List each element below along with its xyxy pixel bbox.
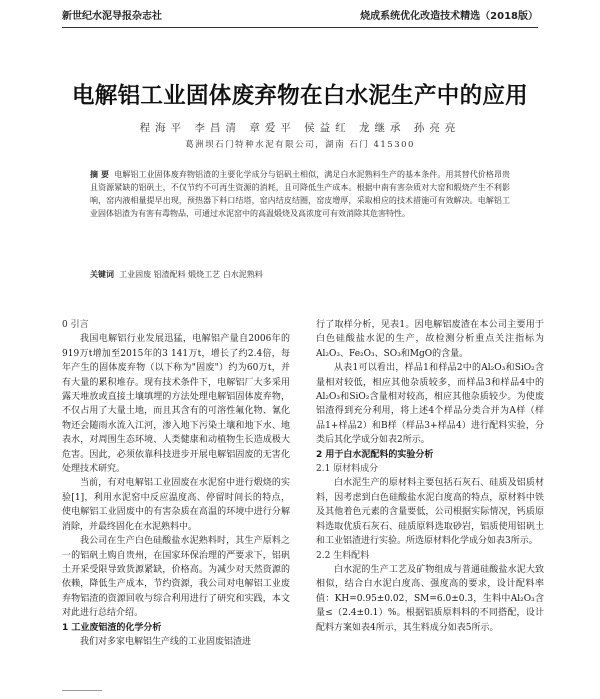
paper-title: 电解铝工业固体废弃物在白水泥生产中的应用: [71, 83, 528, 109]
publisher-name: 新世纪水泥导报杂志社: [62, 10, 162, 22]
author-affiliation: 葛洲坝石门特种水泥有限公司，湖南 石门 415300: [185, 140, 415, 150]
keywords-label: 关键词: [90, 270, 114, 279]
intro-paragraph-2: 当前，有对电解铝工业固废在水泥窑中进行煅烧的实验[1]，利用水泥窑中反应温度高、停留时间长的特点，使电解铝工业固废中的有害杂质在高温的环境中进行分解消除，并最终固化在水泥熟料中。: [62, 478, 290, 532]
running-header: [62, 6, 538, 22]
header-rule: [62, 27, 538, 28]
section-2-heading: 2 用于白水泥配料的实验分析: [316, 449, 434, 460]
keywords-block: [90, 268, 510, 281]
section-1-continued: 行了取样分析，见表1。因电解铝废渣在本公司主要用于白色硅酸盐水泥的生产，故检测分析重点关注指标为Al₂O₃、Fe₂O₃、SO₃和MgO的含量。: [316, 320, 544, 359]
section-1-heading: 1 工业废铝渣的化学分析: [62, 622, 162, 633]
subsection-2-1-paragraph: 白水泥生产的原材料主要包括石灰石、硅质及铝质材料，因考虑到白色硅酸盐水泥白度高的特点，原材料中铁及其他着色元素的含量要低，公司根据实际情况，钙质原料选取优质石灰石、硅质原料选取砂岩，铝质使用铝矾土和工业铝渣进行实验。所选原材料化学成分如表3所示。: [316, 478, 544, 547]
subsection-2-2-heading: 2.2 生料配料: [316, 550, 370, 561]
left-column: [62, 318, 290, 649]
page-bottom-mark: [62, 690, 102, 695]
subsection-2-2-paragraph: 白水泥的生产工艺及矿物组成与普通硅酸盐水泥大致相似，结合白水泥白度高、强度高的要求，设计配料率值：KH=0.95±0.02，SM=6.0±0.3，生料中Al₂O₃含量≤（2.4±0.1）%。根据铝质原料料的不同搭配，设计配料方案如表4所示，其生料成分如表5所示。: [316, 564, 544, 633]
intro-paragraph-1: 我国电解铝行业发展迅猛，电解铝产量自2006年的919万t增加至2015年的3 141万t，增长了约2.4倍，每年产生的固体废弃物（以下称为"固废"）约为60万t，并有大量的累积堆存。现有技术条件下，电解铝厂大多采用露天堆放或直接土壤填埋的方法处理电解铝固体废弃物，不仅占用了大量土地，而且其含有的可溶性氟化物、氰化物还会随雨水流入江河，渗入地下污染土壤和地下水、地表水，对周围生态环境、人类健康和动植物生长造成极大危害。因此，必须依靠科技进步开展电解铝固废的无害化处理技术研究。: [62, 334, 290, 475]
intro-heading: 0 引言: [62, 320, 89, 330]
section-1-paragraph: 我们对多家电解铝生产线的工业固废铝渣进: [80, 636, 252, 647]
intro-paragraph-3: 我公司在生产白色硅酸盐水泥熟料时，其生产原料之一的铝矾土购自贵州，在国家环保治理的严要求下，铝矾土开采受限导致货源紧缺，价格高。为减少对天然资源的依赖，降低生产成本，节约资源，我公司对电解铝工业废弃物铝渣的资源回收与综合利用进行了研究和实践，本文对此进行总结介绍。: [62, 536, 290, 619]
abstract-text: 电解铝工业固体废弃物铝渣的主要化学成分与铝矾土相似，满足白水泥熟料生产的基本条件。用其替代价格昂贵且资源紧缺的铝矾土，不仅节约不可再生资源的消耗，且可降低生产成本。根据中南有害杂质对大窑和煅烧产生不利影响，窑内液相量提早出现，预热器下料口结塔，窑内结皮结圈，窑皮增厚，采取相应的技术措施可有效解决。电解铝工业固体铝渣为有害有毒物品，可通过水泥窑中的高温煅烧及高浓度可有效消除其危害特性。: [90, 170, 510, 218]
abstract-label: 摘 要: [90, 170, 110, 179]
abstract-block: [90, 168, 510, 220]
subsection-2-1-heading: 2.1 原材料成分: [316, 464, 379, 475]
section-1-paragraph-2: 从表1可以看出，样品1和样品2中的Al₂O₃和SiO₂含量相对较低，相应其他杂质较多，而样品3和样品4中的Al₂O₃和SiO₂含量相对较高，相应其他杂质较少。为使废铝渣得到充分利用，将上述4个样品分类合并为A样（样品1+样品2）和B样（样品3+样品4）进行配料实验，分类后其化学成分如表2所示。: [316, 363, 544, 446]
author-list: 程海平 李昌清 章爱平 侯益红 龙继承 孙亮亮: [139, 122, 461, 134]
right-column: [316, 318, 544, 635]
series-title: 烧成系统优化改造技术精选（2018版）: [360, 10, 538, 22]
keywords-text: 工业固废 铝渣配料 煅烧工艺 白水泥熟料: [119, 270, 263, 279]
